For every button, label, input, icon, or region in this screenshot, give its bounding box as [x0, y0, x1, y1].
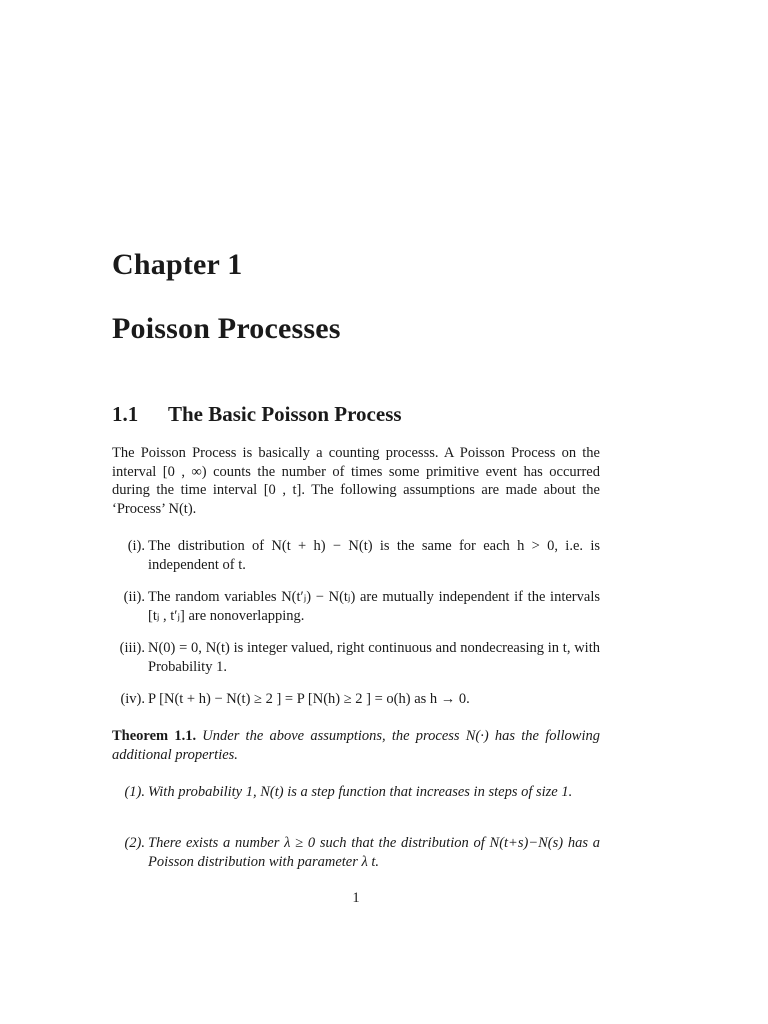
chapter-label: Chapter 1: [112, 248, 243, 281]
assumption-text: The random variables N(t′ⱼ) − N(tⱼ) are mutually independent if the intervals [tⱼ , t′ⱼ] are nonoverlapping.: [148, 589, 600, 624]
assumption-label: (i).: [127, 538, 145, 554]
section-number: 1.1: [112, 402, 139, 426]
section-title: The Basic Poisson Process: [168, 402, 402, 426]
theorem-item-text: With probability 1, N(t) is a step function that increases in steps of size 1.: [148, 784, 573, 800]
assumption-label: (iii).: [119, 640, 145, 656]
assumption-label: (ii).: [123, 589, 145, 605]
assumption-text: P [N(t + h) − N(t) ≥ 2 ] = P [N(h) ≥ 2 ] = o(h) as h → 0.: [148, 691, 470, 707]
intro-paragraph: The Poisson Process is basically a counting processs. A Poisson Process on the interval [0 , ∞) counts the number of times some primitive event has occurred during the time interval [0 , t]. The following assumptions are made about the ‘Process’ N(t).: [112, 445, 600, 517]
theorem-statement: [112, 727, 600, 764]
theorem-text: Under the above assumptions, the process N(·) has the following additional properties.: [112, 728, 600, 763]
assumption-label: (iv).: [120, 691, 145, 707]
theorem-item-label: (1).: [124, 784, 145, 800]
assumption-text: The distribution of N(t + h) − N(t) is the same for each h > 0, i.e. is independent of t.: [148, 538, 600, 573]
theorem-item-label: (2).: [124, 835, 145, 851]
document-page: [112, 0, 600, 1024]
theorem-item-text: There exists a number λ ≥ 0 such that the distribution of N(t+s)−N(s) has a Poisson distribution with parameter λ t.: [148, 835, 600, 870]
theorem-label: Theorem 1.1.: [112, 728, 197, 744]
chapter-title: Poisson Processes: [112, 312, 341, 345]
section-heading: [112, 402, 402, 427]
page-number: 1: [352, 890, 360, 906]
assumption-text: N(0) = 0, N(t) is integer valued, right continuous and nondecreasing in t, with Probability 1.: [148, 640, 600, 675]
